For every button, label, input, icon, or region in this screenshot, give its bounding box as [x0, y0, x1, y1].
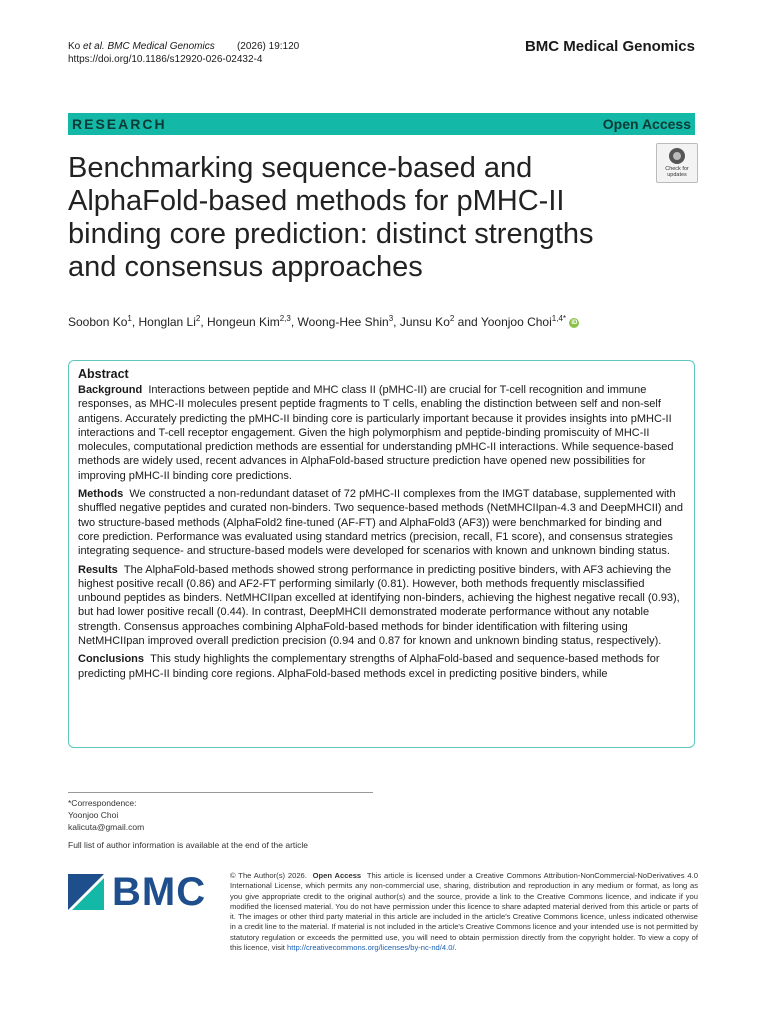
journal-name: BMC Medical Genomics	[524, 38, 695, 55]
abstract-heading: Abstract	[78, 367, 129, 381]
section-label: Methods	[78, 488, 124, 501]
bmc-logo	[68, 870, 218, 914]
author-name: Junsu Ko	[399, 315, 450, 329]
article-type-banner	[68, 113, 695, 135]
license-open-access: Open Access	[312, 871, 362, 880]
correspondence-block	[68, 797, 144, 833]
bmc-logo-text: BMC	[112, 869, 207, 914]
article-title: Benchmarking sequence-based and AlphaFold-based methods for pMHC-II binding core prediction: distinct strengths and consensus approaches	[68, 152, 594, 283]
citation-year: (2026) 19:120	[236, 41, 300, 52]
author-affiliation: 1	[127, 314, 132, 323]
check-updates-text: Check for updates	[665, 166, 689, 178]
section-label: Results	[78, 563, 118, 576]
author-affiliation: 2	[195, 314, 201, 323]
citation-header	[68, 40, 299, 66]
correspondence-label: *Correspondence:	[68, 798, 137, 808]
author-affiliation: 2,3	[279, 314, 291, 323]
abstract-conclusions	[78, 652, 685, 681]
license-prefix: © The Author(s) 2026.	[230, 871, 307, 880]
check-updates-icon	[669, 148, 685, 164]
section-text: Interactions between peptide and MHC class II (pMHC-II) are crucial for T-cell recognition and immune responses, as MHC-II molecules present peptide fragments to T cells, enabling the distinction between self and non-self antigens. Accurately predicting the pMHC-II binding core is particularly important because it provides insights into pMHC-II interactions and T-cell receptor engagement. Given the high polymorphism and peptide-binding promiscuity of MHC-II molecules, computational prediction methods are essential for understanding pMHC-II interactions. While sequence-based methods are widely used, recent advances in AlphaFold-based structure prediction have opened new possibilities for improving pMHC-II binding core predictions.	[78, 384, 674, 482]
section-text: We constructed a non-redundant dataset of 72 pMHC-II complexes from the IMGT database, supplemented with shuffled negative peptides and curated non-binders. Two sequence-based methods (NetMHCIIpan-4.3 and DeepMHCII) and two structure-based methods (AlphaFold2 fine-tuned (AF-FT) and AlphaFold3 (AF3)) were benchmarked for binding and core prediction. Performance was evaluated using standard metrics (precision, recall, F1 score), and consensus strategies integrating sequence- and structure-based models were developed for scenarios with known and unknown binding status.	[78, 488, 683, 558]
abstract-background	[78, 383, 685, 483]
author-name: Yoonjoo Choi	[480, 315, 552, 329]
license-statement	[230, 871, 698, 953]
article-type-label: RESEARCH	[72, 116, 167, 132]
abstract-results	[78, 563, 685, 649]
author-name: Hongeun Kim	[207, 315, 280, 329]
author-name: Woong-Hee Shin	[297, 315, 389, 329]
footnote-divider	[68, 792, 373, 793]
citation-etal: et al. BMC Medical Genomics	[83, 41, 215, 52]
author-info-note: Full list of author information is available at the end of the article	[68, 840, 309, 850]
author-affiliation: 1,4*	[551, 314, 566, 323]
author-name: Honglan Li	[138, 315, 196, 329]
open-access-label: Open Access	[602, 116, 691, 132]
license-suffix: .	[454, 943, 457, 953]
section-text: The AlphaFold-based methods showed strong performance in predicting positive binders, with AF3 achieving the highest positive recall (0.86) and AF2-FT performing similarly (0.81). However, both methods frequently misclassified unbound peptides as binders. NetMHCIIpan excelled at identifying non-binders, achieving the highest negative recall (0.93), but had lower positive recall (0.44). In contrast, DeepMHCII demonstrated moderate performance without any notable strength. Consensus approaches combining AlphaFold-based methods for binder identification with filtering using NetMHCIIpan improved overall prediction precision (0.94 and 0.87 for known and unknown binding status, respectively).	[78, 563, 680, 648]
bmc-logo-icon	[68, 874, 104, 910]
license-link[interactable]: http://creativecommons.org/licenses/by-nc-nd/4.0/	[287, 943, 455, 953]
doi-link[interactable]: https://doi.org/10.1186/s12920-026-02432-4	[68, 54, 263, 65]
section-label: Background	[78, 384, 143, 396]
check-for-updates-badge[interactable]	[656, 143, 698, 183]
author-affiliation: 3	[388, 314, 394, 323]
citation-authors: Ko	[68, 41, 84, 52]
author-name: Soobon Ko	[68, 315, 128, 329]
license-text: This article is licensed under a Creative Commons Attribution-NonCommercial-NoDerivatives 4.0 International License, which permits any non-commercial use, sharing, distribution and reproduction in any medium or format, as long as you give appropriate credit to the original author(s) and the source, provide a link to the Creative Commons licence, and indicate if you modified the licensed material. You do not have permission under this licence to share adapted material derived from this article or parts of it. The images or other third party material in this article are included in the article's Creative Commons licence, unless indicated otherwise in a credit line to the material. If material is not included in the article's Creative Commons licence and your intended use is not permitted by statutory regulation or exceeds the permitted use, you will need to obtain permission directly from the copyright holder. To view a copy of this licence, visit	[230, 871, 698, 953]
abstract-methods	[78, 487, 685, 558]
author-affiliation: 2	[449, 314, 455, 323]
correspondence-name: Yoonjoo Choi	[68, 810, 119, 820]
section-label: Conclusions	[78, 653, 145, 666]
abstract-box	[68, 360, 695, 748]
correspondence-email[interactable]: kalicuta@gmail.com	[68, 822, 145, 832]
author-list: Soobon Ko$^1$, Honglan Li$^2$, Hongeun Kim$^{2,3}$, Woong-Hee Shin$^3$, Junsu Ko$^2$ and Yoonjoo Choi$^{1,4*}$ iD	[68, 314, 578, 329]
orcid-icon[interactable]: iD	[571, 319, 578, 326]
section-text: This study highlights the complementary strengths of AlphaFold-based and sequence-based methods for predicting pMHC-II binding core regions. AlphaFold-based methods excel in predicting positive binders, while	[78, 653, 660, 680]
